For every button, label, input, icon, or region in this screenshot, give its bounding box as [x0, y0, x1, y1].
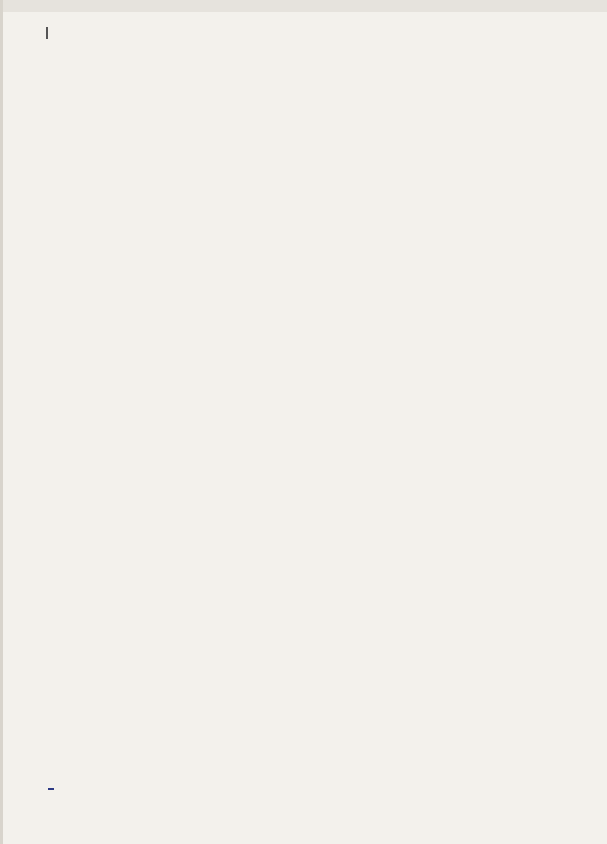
header-bar: [46, 27, 48, 39]
top-band: [0, 0, 607, 12]
page-edge: [0, 0, 3, 844]
page-number: [48, 788, 54, 790]
page-footer: [48, 788, 58, 790]
text-column-1: [61, 63, 177, 833]
text-column-2: [185, 63, 422, 77]
section-header: [46, 27, 53, 39]
